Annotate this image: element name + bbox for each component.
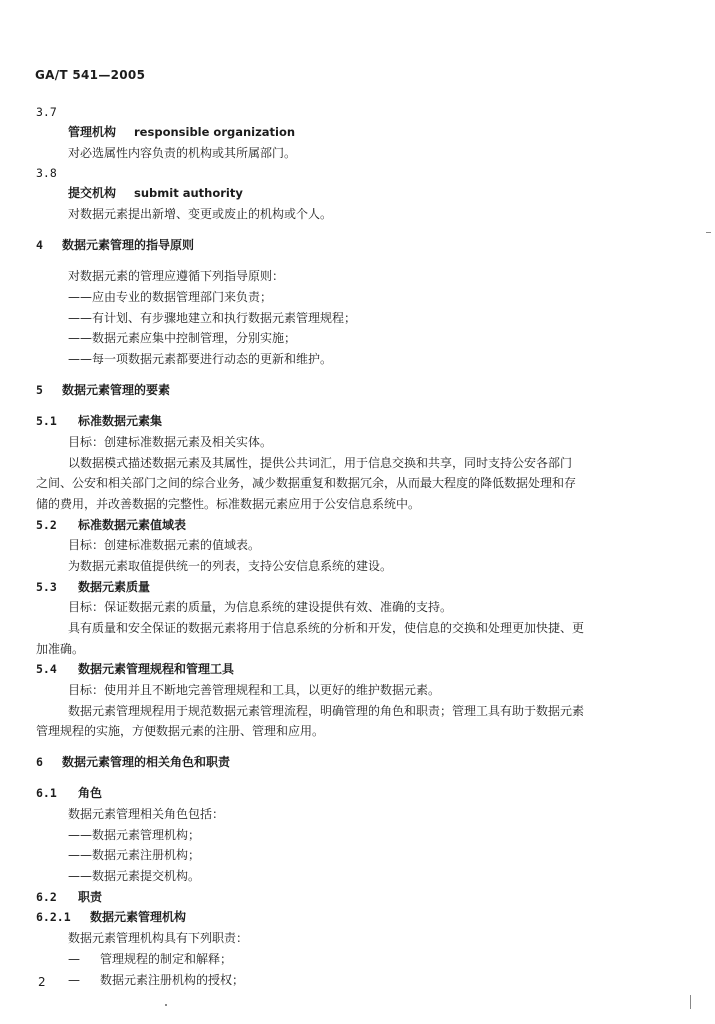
- subsection-number: 5.3: [36, 580, 57, 594]
- goal-5-3: 目标：保证数据元素的质量，为信息系统的建设提供有效、准确的支持。: [68, 600, 453, 614]
- duty-item: [68, 951, 232, 967]
- list-dash: —: [68, 952, 80, 966]
- subsection-number: 5.1: [36, 414, 57, 428]
- subsection-number: 6.2: [36, 890, 57, 904]
- paragraph-line: 储的费用，并改善数据的完整性。标准数据元素应用于公安信息系统中。: [36, 497, 421, 511]
- goal-5-2: 目标：创建标准数据元素的值域表。: [68, 538, 261, 552]
- principle-item: ——有计划、有步骤地建立和执行数据元素管理规程；: [68, 311, 357, 325]
- scan-speck: [706, 232, 711, 233]
- list-dash: —: [68, 973, 80, 987]
- section-number: 4: [36, 238, 43, 252]
- subsection-title: 数据元素管理规程和管理工具: [78, 662, 235, 676]
- subsection-heading-5-2: [36, 517, 186, 533]
- paragraph-line: 管理规程的实施，方便数据元素的注册、管理和应用。: [36, 724, 325, 738]
- definition-3-8: 对数据元素提出新增、变更或废止的机构或个人。: [68, 207, 333, 221]
- principle-item: ——每一项数据元素都要进行动态的更新和维护。: [68, 352, 333, 366]
- subsubsection-number: 6.2.1: [36, 910, 71, 924]
- term-en: submit authority: [134, 186, 243, 200]
- duty-text: 管理规程的制定和解释；: [100, 952, 233, 966]
- subsection-number: 6.1: [36, 786, 57, 800]
- definition-3-7: 对必选属性内容负责的机构或其所属部门。: [68, 146, 297, 160]
- section-number: 5: [36, 383, 43, 397]
- subsection-number: 5.2: [36, 518, 57, 532]
- section-title: 数据元素管理的相关角色和职责: [62, 755, 231, 769]
- duties-intro: 数据元素管理机构具有下列职责：: [68, 931, 249, 945]
- subsection-heading-5-4: [36, 661, 234, 677]
- paragraph-line: 为数据元素取值提供统一的列表，支持公安信息系统的建设。: [68, 559, 393, 573]
- subsection-number: 5.4: [36, 662, 57, 676]
- principles-intro: 对数据元素的管理应遵循下列指导原则：: [68, 269, 285, 283]
- clause-number-3-8: 3.8: [36, 166, 57, 180]
- role-item: ——数据元素提交机构。: [68, 869, 201, 883]
- paragraph-line: 之间、公安和相关部门之间的综合业务，减少数据重复和数据冗余，从而最大程度的降低数据处理和存: [36, 476, 577, 490]
- running-header: GA/T 541—2005: [35, 68, 146, 82]
- principle-item: ——数据元素应集中控制管理，分别实施；: [68, 331, 297, 345]
- roles-intro: 数据元素管理相关角色包括：: [68, 807, 225, 821]
- paragraph-line: 数据元素管理规程用于规范数据元素管理流程，明确管理的角色和职责；管理工具有助于数据元素: [68, 704, 585, 718]
- clause-number-3-7: 3.7: [36, 105, 57, 119]
- page-number: 2: [38, 975, 46, 989]
- term-zh: 提交机构: [68, 186, 117, 200]
- subsection-title: 数据元素质量: [78, 580, 151, 594]
- scan-speck: [165, 1004, 167, 1006]
- scan-speck: [690, 995, 691, 1009]
- paragraph-line: 以数据模式描述数据元素及其属性，提供公共词汇，用于信息交换和共享，同时支持公安各部门: [68, 456, 573, 470]
- subsection-heading-6-1: [36, 785, 102, 801]
- subsubsection-title: 数据元素管理机构: [90, 910, 187, 924]
- section-title: 数据元素管理的指导原则: [62, 238, 195, 252]
- subsection-heading-5-3: [36, 579, 150, 595]
- subsubsection-heading-6-2-1: [36, 909, 186, 925]
- section-heading-5: [36, 382, 170, 398]
- subsection-title: 角色: [78, 786, 103, 800]
- role-item: ——数据元素注册机构；: [68, 848, 201, 862]
- subsection-title: 标准数据元素集: [78, 414, 163, 428]
- goal-5-1: 目标：创建标准数据元素及相关实体。: [68, 435, 273, 449]
- term-zh: 管理机构: [68, 125, 117, 139]
- section-heading-6: [36, 754, 230, 770]
- paragraph-line: 加准确。: [36, 642, 85, 656]
- goal-5-4: 目标：使用并且不断地完善管理规程和工具，以更好的维护数据元素。: [68, 683, 441, 697]
- section-number: 6: [36, 755, 43, 769]
- paragraph-line: 具有质量和安全保证的数据元素将用于信息系统的分析和开发，使信息的交换和处理更加快捷、更: [68, 621, 585, 635]
- subsection-heading-6-2: [36, 889, 102, 905]
- term-en: responsible organization: [134, 125, 296, 139]
- duty-item: [68, 972, 244, 988]
- term-entry-3-7: [68, 124, 295, 140]
- term-entry-3-8: [68, 185, 243, 201]
- duty-text: 数据元素注册机构的授权；: [100, 973, 245, 987]
- section-heading-4: [36, 237, 194, 253]
- subsection-heading-5-1: [36, 413, 162, 429]
- section-title: 数据元素管理的要素: [62, 383, 171, 397]
- principle-item: ——应由专业的数据管理部门来负责；: [68, 290, 273, 304]
- subsection-title: 职责: [78, 890, 103, 904]
- role-item: ——数据元素管理机构；: [68, 828, 201, 842]
- subsection-title: 标准数据元素值域表: [78, 518, 187, 532]
